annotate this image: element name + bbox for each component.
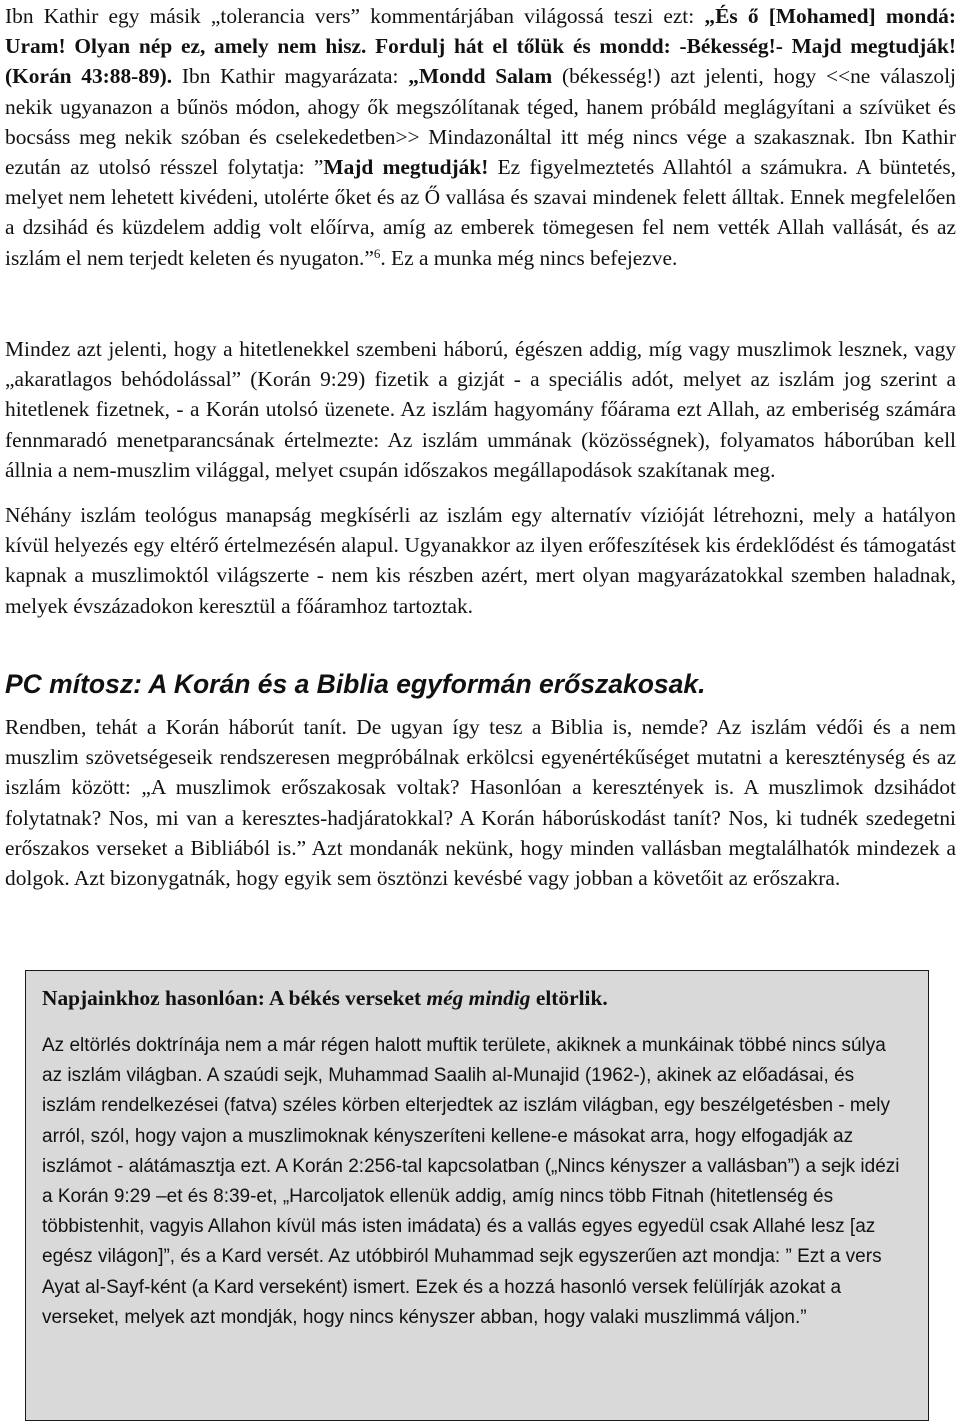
paragraph-war-meaning: Mindez azt jelenti, hogy a hitetlenekkel szembeni háború, égészen addig, míg vagy muszlimok lesznek, vagy „akaratlagos behódolással” (Korán 9:29) fizetik a gizját - a speciális adót, melyet az iszlám jog szerint a hitetlenek fizetnek, - a Korán utolsó üzenete. Az iszlám hagyomány főárama ezt Allah, az emberiség számára fennmaradó menetparancsának értelmezte: Az iszlám ummának (közösségnek), folyamatos háborúban kell állnia a nem-muszlim világgal, melyet csupán időszakos megállapodások szakítanak meg. <box>5 337 956 482</box>
box-heading <box>42 983 608 1013</box>
mondd-salam-phrase: „Mondd Salam <box>408 64 553 89</box>
paragraph-ibn-kathir <box>5 1 956 273</box>
box-heading-emphasis: még mindig <box>426 986 531 1010</box>
p1-text-c: (békesség!) azt jelenti, hogy <<ne válaszolj nekik ugyanazon a bűnös módon, ahogy ők megszólítanak téged, hanem próbáld meglágyítani a szívüket és bocsáss meg nekik szóban és cselekedetben>> Mindazonáltal itt még nincs vége a szakasznak. Ibn Kathir ezután az utolsó résszel folytatja: ” <box>5 64 957 180</box>
box-paragraph: Az eltörlés doktrínája nem a már régen halott muftik területe, akiknek a munkáinak többé nincs súlya az iszlám világban. A szaúdi sejk, Muhammad Saalih al-Munajid (1962-), akinek az előadásai, és iszlám rendelkezései (fatva) széles körben elterjedtek az iszlám világban, egy beszélgetésben - mely arról, szól, hogy vajon a muszlimoknak kényszeríteni kellene-e másokat arra, hogy elfogadják az iszlámot - alátámasztja ezt. A Korán 2:256-tal kapcsolatban („Nincs kényszer a vallásban”) a sejk idézi a Korán 9:29 –et és 8:39-et, „Harcoljatok ellenük addig, amíg nincs több Fitnah (hitetlenség és többistenhit, vagyis Allahon kívül más isten imádata) és a vallás egyes egyedül csak Allahé lesz [az egész világon]”, és a Kard versét. Az utóbbiról Muhammad sejk egyszerűen azt mondja: ” Ezt a vers Ayat al-Sayf-ként (a Kard verseként) ismert. Ezek és a hozzá hasonló versek felülírják azokat a verseket, melyek azt mondják, hogy nincs kényszer abban, hogy valaki muszlimmá váljon.” <box>42 1035 900 1328</box>
quran-quote-43-88: „És ő [Mohamed] mondá: Uram! Olyan nép ez, amely nem hisz. Fordulj hát el tőlük és mondd: -Békesség!- Majd megtudják! (Korán 43:88-89). <box>5 4 956 89</box>
sidebar-box <box>25 970 929 1421</box>
p1-text-d: Ez figyelmeztetés Allahtól a számukra. A büntetés, melyet nem lehetett kivédeni, utolérte őket és az Ő vallása és szavai mindenek felett álltak. Ennek megfelelően a dzsihád és küzdelem addig volt előírva, amíg az emberek tömegesen fel nem vették Allah vallását, és az iszlám el nem terjedt keleten és nyugaton.” <box>5 155 956 270</box>
p1-text-b: Ibn Kathir magyarázata: <box>172 64 409 89</box>
section-heading: PC mítosz: A Korán és a Biblia egyformán erőszakosak. <box>5 669 706 699</box>
majd-megtudjak-phrase: Majd megtudják! <box>323 155 489 180</box>
p1-text-e: . Ez a munka még nincs befejezve. <box>380 245 678 270</box>
p1-text-a: Ibn Kathir egy másik „tolerancia vers” kommentárjában világossá teszi ezt: <box>5 4 705 28</box>
footnote-marker: 6 <box>373 245 381 261</box>
box-heading-a: Napjainkhoz hasonlóan: A békés verseket <box>42 986 427 1010</box>
paragraph-bible-comparison: Rendben, tehát a Korán háborút tanít. De ugyan így tesz a Biblia is, nemde? Az iszlám védői és a nem muszlim szövetségeseik rendszeresen megpróbálnak erkölcsi egyenértékűséget mutatni a kereszténység és az iszlám között: „A muszlimok erőszakosak voltak? Hasonlóan a keresztények is. A muszlimok dzsihádot folytatnak? Nos, mi van a keresztes-hadjáratokkal? A Korán háborúskodást tanít? Nos, ki tudnék szedegetni erőszakos verseket a Bibliából is.” Azt mondanák nekünk, hogy minden vallásban megtalálhatók mindezek a dolgok. Azt bizonygatnák, hogy egyik sem ösztönzi kevésbé vagy jobban a követőit az erőszakra. <box>5 715 956 891</box>
paragraph-theologians: Néhány iszlám teológus manapság megkísérli az iszlám egy alternatív vízióját létrehozni, mely a hatályon kívül helyezés egy eltérő értelmezésén alapul. Ugyanakkor az ilyen erőfeszítések kis érdeklődést és támogatást kapnak a muszlimoktól világszerte - nem kis részben azért, mert olyan magyarázatokkal szemben haladnak, melyek évszázadokon keresztül a főáramhoz tartoztak. <box>5 503 956 618</box>
box-heading-c: eltörlik. <box>530 986 608 1010</box>
